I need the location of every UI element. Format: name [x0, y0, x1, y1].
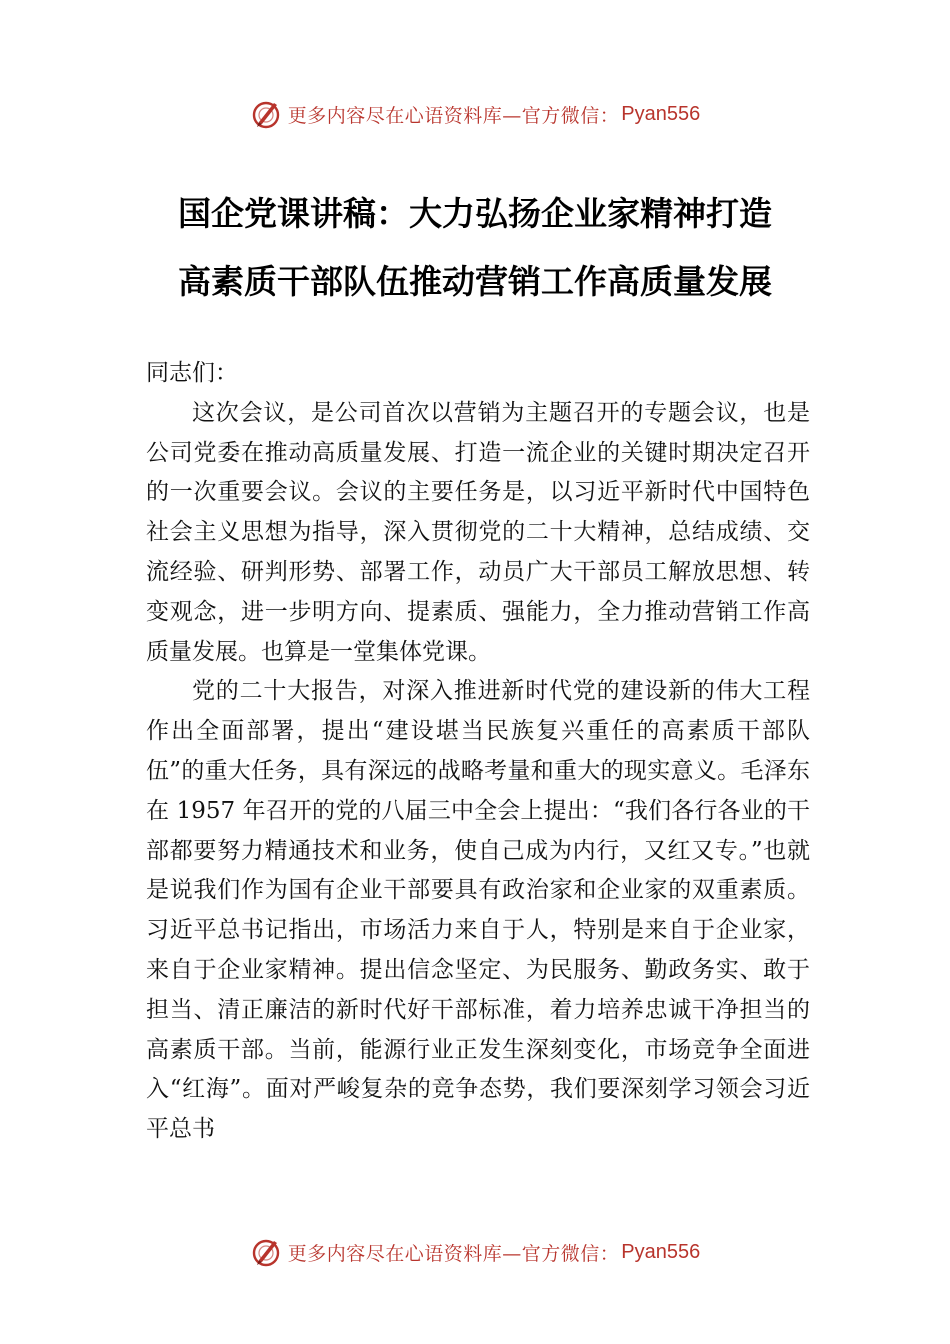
paragraph-1: 这次会议，是公司首次以营销为主题召开的专题会议，也是公司党委在推动高质量发展、打造一流企业的关键时期决定召开的一次重要会议。会议的主要任务是，以习近平新时代中国特色社会主义思想为指导，深入贯彻党的二十大精神，总结成绩、交流经验、研判形势、部署工作，动员广大干部员工解放思想、转变观念，进一步明方向、提素质、强能力，全力推动营销工作高质量发展。也算是一堂集体党课。	[146, 399, 810, 665]
title-line-2: 高素质干部队伍推动营销工作高质量发展	[178, 262, 772, 301]
wechat-id: Pyan556	[621, 102, 701, 125]
watermark-text: 更多内容尽在心语资料库—官方微信：	[287, 1242, 620, 1265]
pen-in-circle-icon	[250, 98, 282, 130]
document-body	[146, 354, 810, 1150]
watermark-text: 更多内容尽在心语资料库—官方微信：	[287, 104, 620, 127]
salutation: 同志们：	[146, 360, 238, 386]
wechat-id: Pyan556	[621, 1240, 701, 1263]
pen-in-circle-icon	[250, 1236, 282, 1268]
document-title	[0, 180, 950, 316]
title-line-1: 国企党课讲稿：大力弘扬企业家精神打造	[178, 194, 772, 233]
footer-watermark	[0, 1232, 950, 1272]
header-watermark	[0, 94, 950, 134]
paragraph-2: 党的二十大报告，对深入推进新时代党的建设新的伟大工程作出全面部署，提出“建设堪当民族复兴重任的高素质干部队伍”的重大任务，具有深远的战略考量和重大的现实意义。毛泽东在 1957 年召开的党的八届三中全会上提出：“我们各行各业的干部都要努力精通技术和业务，使自己成为内行，又红又专。”也就是说我们作为国有企业干部要具有政治家和企业家的双重素质。习近平总书记指出，市场活力来自于人，特别是来自于企业家，来自于企业家精神。提出信念坚定、为民服务、勤政务实、敢于担当、清正廉洁的新时代好干部标准，着力培养忠诚干净担当的高素质干部。当前，能源行业正发生深刻变化，市场竞争全面进入“红海”。面对严峻复杂的竞争态势，我们要深刻学习领会习近平总书	[146, 678, 810, 1143]
